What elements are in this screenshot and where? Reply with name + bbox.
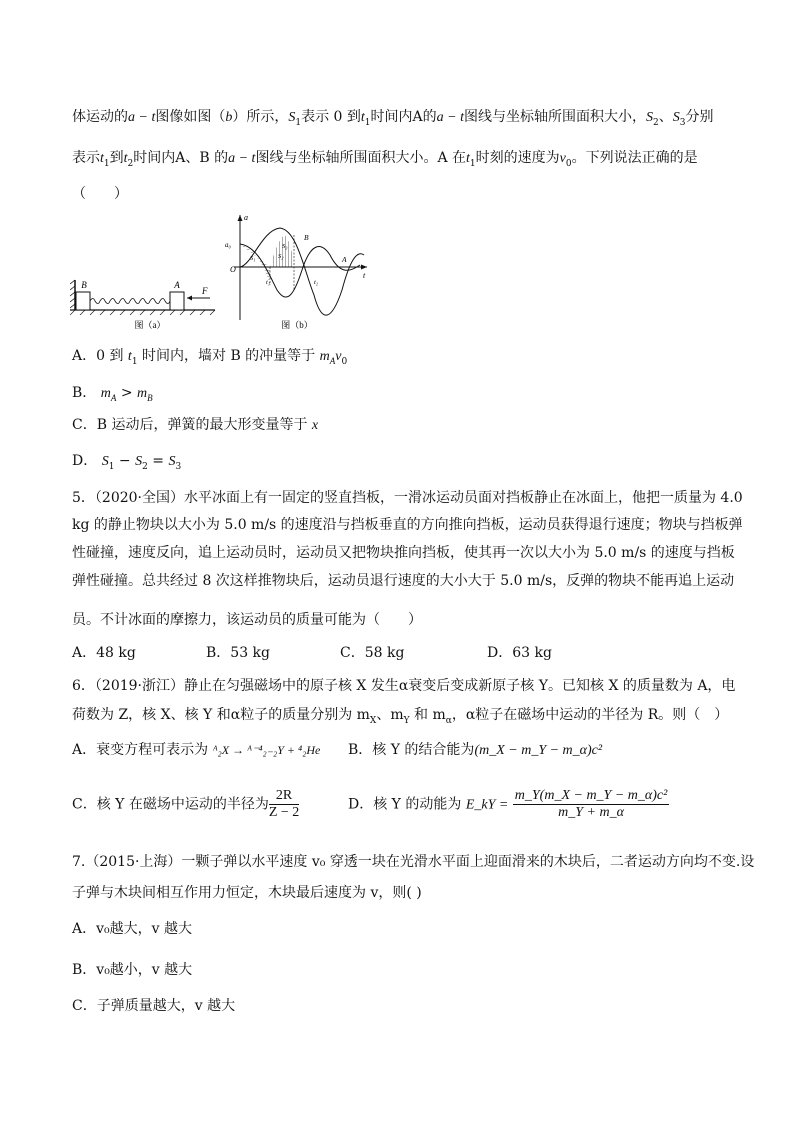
q7-line1: 7.（2015·上海）一颗子弹以水平速度 v₀ 穿透一块在光滑水平面上迎面滑来的木块后，二者运动方向均不变.设	[72, 854, 755, 870]
a0-label: a₀	[225, 241, 231, 249]
q6-line1: 6．（2019·浙江）静止在匀强磁场中的原子核 X 发生α衰变后变成新原子核 Y。已知核 X 的质量数为 A，电	[72, 678, 736, 694]
q5-option-c[interactable]: C．58 kg	[340, 645, 405, 661]
label-force: F	[202, 286, 208, 296]
label-block-b: B	[81, 280, 87, 290]
q7-option-a[interactable]: A．v₀越大，v 越大	[72, 921, 192, 937]
q7-line2: 子弹与木块间相互作用力恒定，木块最后速度为 v，则( )	[72, 885, 422, 901]
q5-line1: 5．（2020·全国）水平冰面上有一固定的竖直挡板，一滑冰运动员面对挡板静止在冰面上，他把一质量为 4.0	[72, 490, 743, 506]
block-a	[170, 292, 184, 310]
q6-option-d[interactable]: D．核 Y 的动能为 E_kY = $\frac{\text{m\_Y(m\_X − m\_Y − m\_α)c²}}{m\_Y + m\_\alpha}$	[348, 788, 668, 820]
q5-option-b[interactable]: B．53 kg	[206, 645, 270, 661]
q5-line4: 弹性碰撞。总共经过 8 次这样推物块后，运动员退行速度的大小大于 5.0 m/s，反弹的物块不能再追上运动	[72, 573, 735, 589]
q4-answer-paren: （ ）	[72, 186, 128, 202]
q7-option-b[interactable]: B．v₀越小，v 越大	[72, 962, 193, 978]
q6-line2: 荷数为 Z，核 X、核 Y 和α粒子的质量分别为 $m_X$、$m_Y$ 和 $m_\alpha$，α粒子在磁场中运动的半径为 R。则（ ）	[72, 707, 729, 726]
q4-stem-line1: 体运动的a − t图像如图（b）所示，$S_1$表示 0 到$t_1$时间内A的a − t图线与坐标轴所围面积大小，$S_2$、$S_3$分别	[72, 109, 714, 128]
q4-stem-line2: 表示$t_1$到$t_2$时间内A、B 的a − t图线与坐标轴所围面积大小。A 在$t_1$时刻的速度为$v_0$。下列说法正确的是	[72, 150, 698, 169]
q6-option-a[interactable]: A．衰变方程可表示为 ᴬ₂X → ᴬ⁻⁴₂₋₂Y + ⁴₂He	[72, 742, 321, 758]
caption-b: 图（b）	[281, 320, 313, 330]
q5-option-a[interactable]: A．48 kg	[72, 645, 136, 661]
q6-fraction-c: $\frac{2R}{Z - 2}$	[268, 788, 300, 820]
q6-fraction-d: $\frac{\text{m\_Y(m\_X − m\_Y − m\_α)c²}}{m\_Y + m\_\alpha}$	[514, 788, 668, 820]
q7-option-c[interactable]: C．子弹质量越大，v 越大	[72, 998, 236, 1014]
q5-line5: 员。不计冰面的摩擦力，该运动员的质量可能为（ ）	[72, 612, 422, 628]
t2-label: t₂	[314, 279, 319, 286]
axis-t-label: t	[363, 271, 366, 280]
block-b	[76, 292, 90, 310]
curve-a-label: A	[342, 255, 347, 264]
q5-line2: kg 的静止物块以大小为 5.0 m/s 的速度沿与挡板垂直的方向推向挡板，运动员获得退行速度；物块与挡板弹	[72, 517, 743, 533]
curve-b-label: B	[304, 233, 309, 242]
caption-a: 图（a）	[134, 320, 166, 330]
s1-label: S₁	[250, 255, 256, 262]
s2-label: S₂	[278, 253, 284, 260]
wall	[70, 280, 75, 310]
q6-option-b[interactable]: B．核 Y 的结合能为(m_X − m_Y − m_α)c²	[348, 742, 603, 758]
q4-option-d[interactable]: D． $S_1 - S_2 = S_3$	[72, 453, 182, 472]
spring	[90, 299, 180, 304]
q4-option-c[interactable]: C．B 运动后，弹簧的最大形变量等于 x	[72, 417, 319, 433]
t1-label: t₁	[266, 279, 271, 286]
label-block-a: A	[174, 280, 180, 290]
q4-option-a[interactable]: A．0 到 $t_1$ 时间内，墙对 B 的冲量等于 $m_Av_0$	[72, 348, 348, 367]
q5-line3: 性碰撞，速度反向，追上运动员时，运动员又把物块推向挡板，使其再一次以大小为 5.0 m/s 的速度与挡板	[72, 545, 735, 561]
q6-option-c[interactable]: C．核 Y 在磁场中运动的半径为 $\frac{2R}{Z - 2}$	[72, 788, 300, 820]
figure-a	[70, 270, 220, 332]
q4-option-b[interactable]: B． $m_A > m_B$	[72, 385, 153, 403]
origin-label: O	[230, 265, 236, 274]
figure-b	[222, 210, 372, 335]
s3-label: S₃	[282, 243, 288, 250]
axis-a-label: a	[244, 213, 248, 222]
q5-option-d[interactable]: D．63 kg	[487, 645, 552, 661]
